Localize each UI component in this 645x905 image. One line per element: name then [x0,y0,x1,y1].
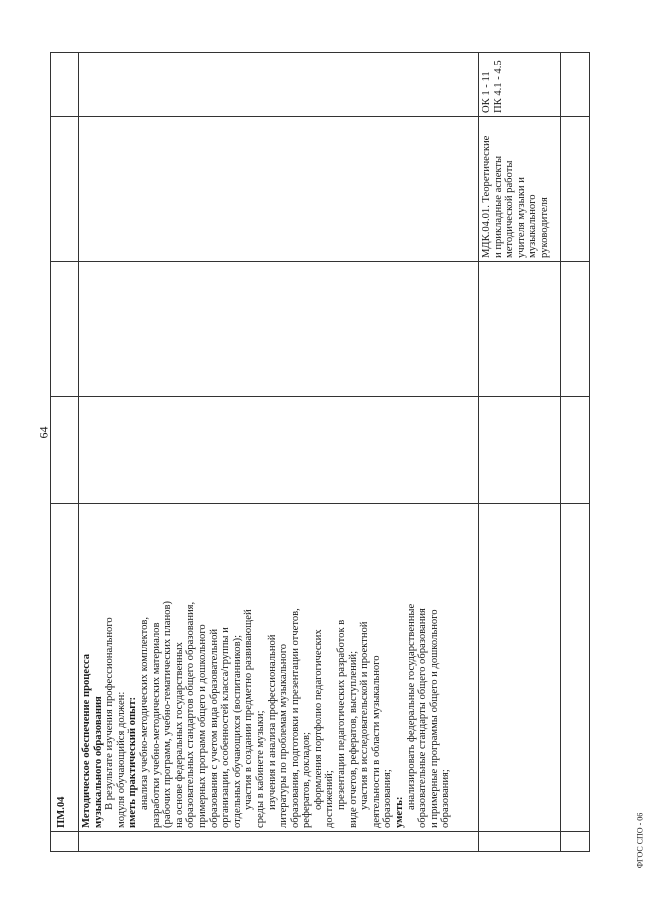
column-divider [478,52,479,852]
description-line: анализа учебно-методических комплектов, [138,616,150,810]
page-number: 64 [36,426,51,439]
discipline-line: и прикладные аспекты [492,155,504,258]
column-divider [78,52,79,852]
description-line: организации, особенностей класса/группы и [220,627,232,828]
description-line: образования; [440,769,452,828]
description-line: на основе федеральных государственных [173,642,185,828]
description-line: участия в создании предметно развивающей [243,609,255,810]
module-description-text [81,601,452,828]
description-line: рефератов, докладов; [301,732,313,828]
description-line: В результате изучения профессионального [104,617,116,810]
discipline-line: методической работы [504,160,516,258]
competence-line: ОК 1 - 11 [481,71,492,113]
description-line: презентации педагогических разработок в [336,619,348,810]
module-code-label: ПМ.04 [56,796,67,828]
table-rotated [50,52,590,852]
discipline-line: музыкального [527,194,539,258]
competence-cell [481,53,559,113]
description-line: виде отчетов, рефератов, выступлений; [347,650,359,828]
row-divider [50,116,590,117]
description-line: изучения и анализа профессиональной [266,634,278,810]
description-line: образования; [382,769,394,828]
description-line: и примерные программы общего и дошкольного [428,609,440,828]
description-line: анализировать федеральные государственные [405,603,417,810]
description-line: образовательные стандарты общего образования [417,608,429,828]
module-description [81,428,461,828]
discipline-line: учителя музыки и [515,177,527,258]
row-divider [50,831,590,832]
discipline-cell [481,118,559,258]
description-line: образовательных стандартов общего образования, [185,601,197,828]
footer-code: ФГОС СПО - 06 [635,812,645,869]
description-line: отдельных обучающихся (воспитанников); [231,634,243,828]
description-line: образования с учетом вида образовательной [208,628,220,828]
module-code [56,768,68,828]
description-line: музыкального образования [92,696,104,828]
description-line: модуля обучающийся должен: [115,691,127,828]
discipline-line: МДК.04.01. Теоретические [481,135,492,258]
discipline-line: руководителя [538,197,550,258]
description-line: иметь практический опыт: [127,696,139,828]
description-line: (рабочих программ, учебно-тематических планов) [162,600,174,828]
description-line: участия в исследовательской и проектной [359,621,371,810]
competence-line: ПК 4.1 - 4.5 [492,60,504,113]
description-line: среды в кабинете музыки; [254,710,266,828]
description-line: уметь: [394,796,406,828]
description-line: образования, подготовки и презентации отчетов, [289,608,301,828]
row-divider [50,396,590,397]
description-line: разработки учебно-методических материалов [150,622,162,828]
description-line: примерных программ общего и дошкольного [196,624,208,828]
column-divider [560,52,561,852]
description-line: оформления портфолио педагогических [312,629,324,810]
description-line: деятельности в области музыкального [370,655,382,828]
description-line: достижений; [324,770,336,828]
description-line: литературы по проблемам музыкального [278,643,290,828]
row-divider [50,261,590,262]
description-line: Методическое обеспечение процесса [81,653,92,828]
